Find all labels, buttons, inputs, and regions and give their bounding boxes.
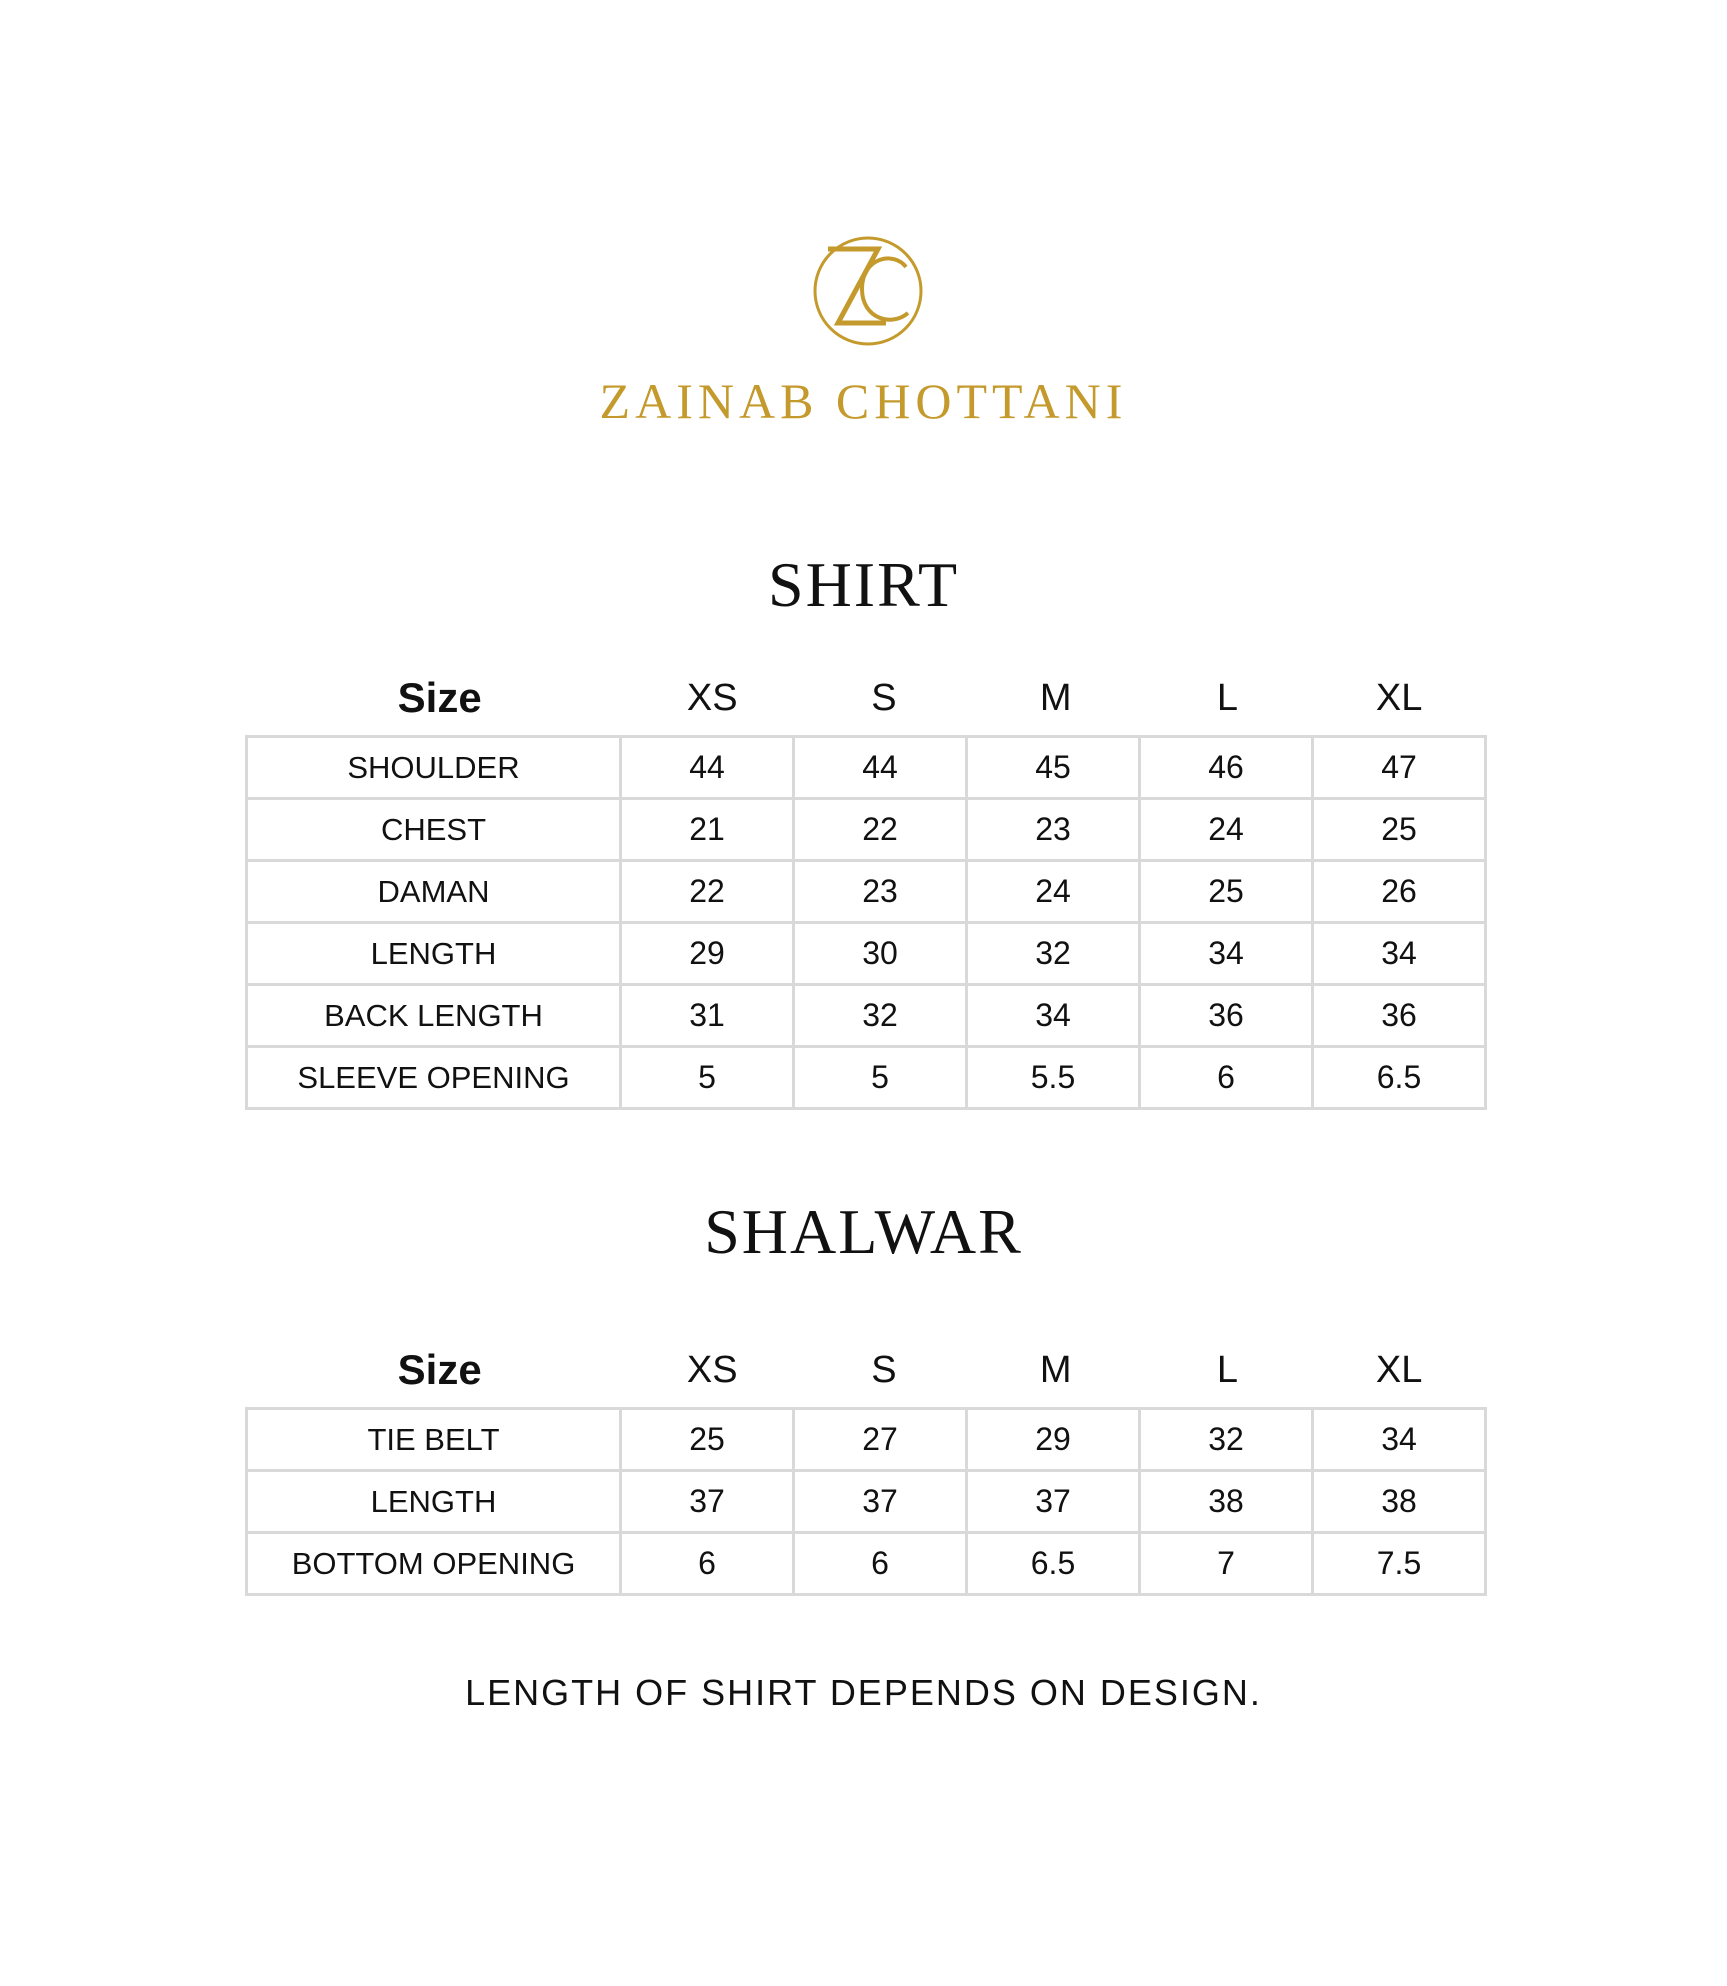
table-cell: 21 [621, 799, 794, 861]
size-xl: XL [1375, 677, 1423, 719]
size-xl: XL [1375, 1349, 1423, 1391]
table-cell: 25 [621, 1409, 794, 1471]
table-cell: 5 [621, 1047, 794, 1109]
table-cell: 22 [794, 799, 967, 861]
size-label: Size [397, 1346, 482, 1393]
table-cell: 26 [1313, 861, 1486, 923]
table-cell: 29 [621, 923, 794, 985]
table-cell: 34 [967, 985, 1140, 1047]
table-row [247, 985, 1486, 1047]
table-cell: 7.5 [1313, 1533, 1486, 1595]
row-label: CHEST [247, 799, 621, 861]
table-cell: 29 [967, 1409, 1140, 1471]
table-cell: 45 [967, 737, 1140, 799]
table-cell: 34 [1313, 923, 1486, 985]
row-label: SHOULDER [247, 737, 621, 799]
table-cell: 34 [1140, 923, 1313, 985]
size-m: M [1039, 1349, 1072, 1391]
table-row [247, 1409, 1486, 1471]
row-label: BOTTOM OPENING [247, 1533, 621, 1595]
shalwar-size-header [245, 1340, 1485, 1400]
brand-monogram-logo [810, 233, 926, 349]
table-cell: 37 [967, 1471, 1140, 1533]
size-s: S [871, 1349, 897, 1391]
size-m: M [1039, 677, 1072, 719]
table-cell: 22 [621, 861, 794, 923]
table-row [247, 1533, 1486, 1595]
table-cell: 37 [621, 1471, 794, 1533]
table-row [247, 1471, 1486, 1533]
size-l: L [1216, 677, 1238, 719]
table-cell: 34 [1313, 1409, 1486, 1471]
size-l: L [1216, 1349, 1238, 1391]
table-row [247, 1047, 1486, 1109]
table-cell: 5 [794, 1047, 967, 1109]
row-label: SLEEVE OPENING [247, 1047, 621, 1109]
table-cell: 7 [1140, 1533, 1313, 1595]
table-cell: 23 [794, 861, 967, 923]
table-cell: 6 [794, 1533, 967, 1595]
size-label: Size [397, 674, 482, 721]
table-cell: 24 [1140, 799, 1313, 861]
table-cell: 6 [621, 1533, 794, 1595]
shalwar-size-table [245, 1407, 1487, 1596]
length-note: LENGTH OF SHIRT DEPENDS ON DESIGN. [465, 1672, 1262, 1713]
table-cell: 32 [1140, 1409, 1313, 1471]
shirt-size-table [245, 735, 1487, 1110]
table-cell: 6 [1140, 1047, 1313, 1109]
size-xs: XS [686, 677, 738, 719]
shirt-title: SHIRT [767, 549, 960, 620]
table-cell: 5.5 [967, 1047, 1140, 1109]
row-label: TIE BELT [247, 1409, 621, 1471]
table-cell: 37 [794, 1471, 967, 1533]
table-cell: 38 [1140, 1471, 1313, 1533]
table-cell: 25 [1140, 861, 1313, 923]
table-cell: 27 [794, 1409, 967, 1471]
table-cell: 36 [1313, 985, 1486, 1047]
table-cell: 31 [621, 985, 794, 1047]
table-cell: 32 [967, 923, 1140, 985]
table-cell: 25 [1313, 799, 1486, 861]
table-cell: 23 [967, 799, 1140, 861]
table-cell: 32 [794, 985, 967, 1047]
shirt-size-header [245, 668, 1485, 728]
table-cell: 44 [621, 737, 794, 799]
table-row [247, 923, 1486, 985]
table-cell: 6.5 [1313, 1047, 1486, 1109]
table-cell: 38 [1313, 1471, 1486, 1533]
table-cell: 46 [1140, 737, 1313, 799]
table-cell: 6.5 [967, 1533, 1140, 1595]
row-label: DAMAN [247, 861, 621, 923]
row-label: LENGTH [247, 1471, 621, 1533]
table-cell: 30 [794, 923, 967, 985]
table-row [247, 861, 1486, 923]
row-label: BACK LENGTH [247, 985, 621, 1047]
table-row [247, 737, 1486, 799]
table-row [247, 799, 1486, 861]
shalwar-title: SHALWAR [704, 1196, 1023, 1267]
table-cell: 36 [1140, 985, 1313, 1047]
table-cell: 47 [1313, 737, 1486, 799]
table-cell: 24 [967, 861, 1140, 923]
brand-name: ZAINAB CHOTTANI [599, 373, 1128, 429]
row-label: LENGTH [247, 923, 621, 985]
size-s: S [871, 677, 897, 719]
table-cell: 44 [794, 737, 967, 799]
size-xs: XS [686, 1349, 738, 1391]
